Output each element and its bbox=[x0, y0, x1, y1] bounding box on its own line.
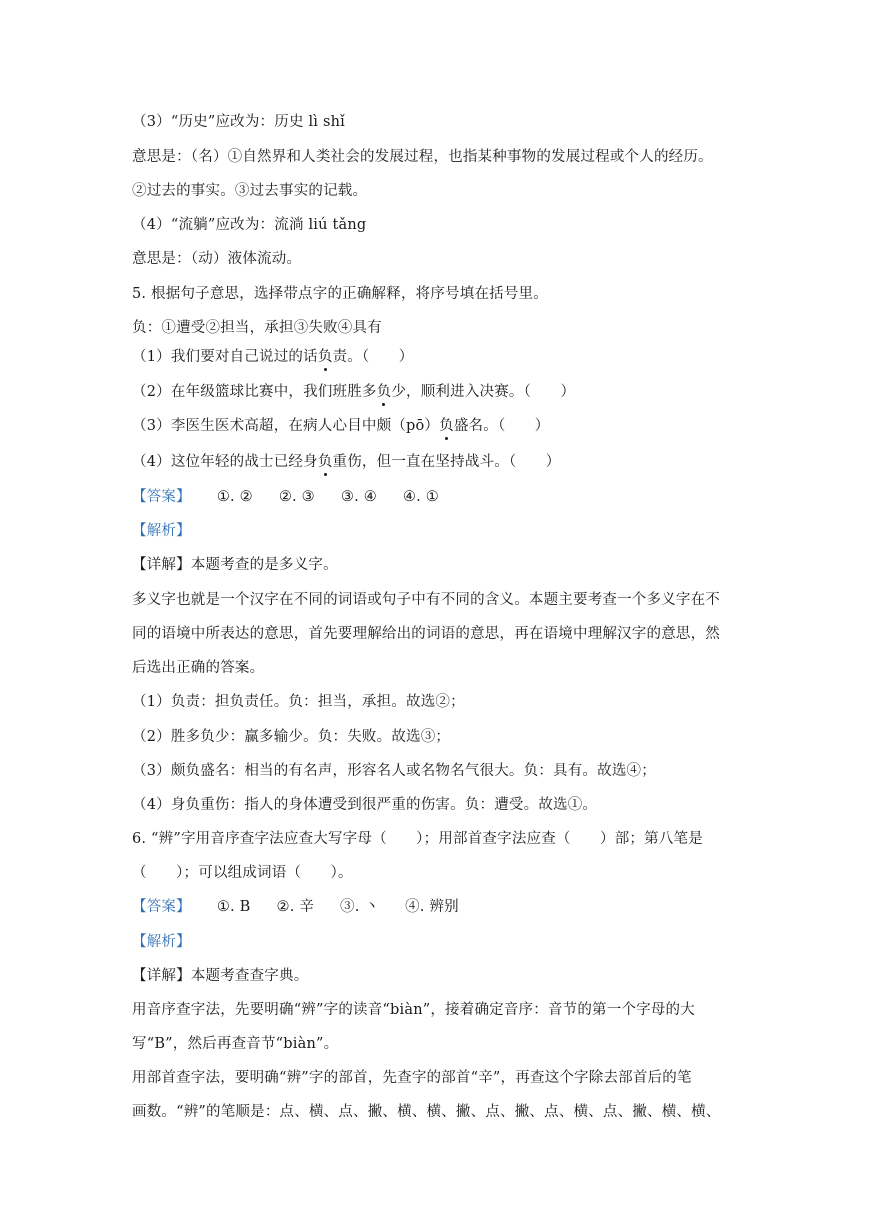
paragraph-line: （2）胜多负少：赢多输少。负：失败。故选③； bbox=[132, 729, 451, 745]
question-5-options: 负：①遭受②担当，承担③失败④具有 bbox=[132, 320, 382, 336]
detail-tag: 【详解】 bbox=[132, 557, 191, 573]
text-line-liutang-meaning: 意思是：（动）液体流动。 bbox=[132, 251, 302, 267]
question-5-analysis-tag: 【解析】 bbox=[132, 523, 191, 539]
paragraph-line: 用部首查字法，要明确“辨”字的部首，先查字的部首“辛”，再查这个字除去部首后的笔 bbox=[132, 1070, 692, 1086]
answer-tag: 【答案】 bbox=[132, 489, 191, 505]
text-line-lishi-meaning: 意思是：（名）①自然界和人类社会的发展过程，也指某种事物的发展过程或个人的经历。 bbox=[132, 149, 713, 165]
paragraph-line: （3）颇负盛名：相当的有名声，形容名人或名物名气很大。负：具有。故选④； bbox=[132, 763, 656, 779]
dotted-char: 负 bbox=[376, 384, 392, 400]
question-6-title: 6. “辨”字用音序查字法应查大写字母（ ）；用部首查字法应查（ ）部；第八笔是 bbox=[132, 831, 703, 847]
paragraph-line: （4）身负重伤：指人的身体遭受到很严重的伤害。负：遭受。故选①。 bbox=[132, 797, 598, 813]
question-6-detail: 【详解】本题考查查字典。 bbox=[132, 968, 309, 984]
dotted-char: 负 bbox=[439, 418, 454, 434]
paragraph-line: 后选出正确的答案。 bbox=[132, 660, 265, 676]
question-5-detail: 【详解】本题考查的是多义字。 bbox=[132, 557, 338, 573]
answer-item: ①. ② bbox=[216, 489, 253, 505]
answer-item: ④. 辨别 bbox=[405, 899, 459, 915]
detail-tag: 【详解】 bbox=[132, 968, 191, 984]
question-5-item-2: （2）在年级篮球比赛中，我们班胜多负少，顺利进入决赛。（ ） bbox=[132, 384, 576, 400]
answer-item: ②. 辛 bbox=[276, 899, 315, 915]
paragraph-line: 用音序查字法，先要明确“辨”字的读音“biàn”，接着确定音序：音节的第一个字母的大 bbox=[132, 1002, 695, 1018]
answer-tag: 【答案】 bbox=[132, 899, 191, 915]
answer-item: ③. ④ bbox=[340, 489, 377, 505]
question-5-answer bbox=[132, 487, 439, 507]
text-line-lishi: （3）“历史”应改为：历史 lì shǐ bbox=[132, 114, 345, 130]
paragraph-line: 写“B”，然后再查音节“biàn”。 bbox=[132, 1036, 339, 1052]
answer-item: ①. B bbox=[216, 899, 251, 915]
dotted-char: 负 bbox=[317, 349, 333, 365]
answer-item: ③. 丶 bbox=[340, 899, 380, 915]
answer-item: ④. ① bbox=[402, 489, 439, 505]
paragraph-line: 多义字也就是一个汉字在不同的词语或句子中有不同的含义。本题主要考查一个多义字在不 bbox=[132, 592, 720, 608]
dotted-char: 负 bbox=[317, 454, 333, 470]
paragraph-line: 画数。“辨”的笔顺是：点、横、点、撇、横、横、撇、点、撇、点、横、点、撇、横、横、 bbox=[132, 1104, 721, 1120]
question-5-item-4: （4）这位年轻的战士已经身负重伤，但一直在坚持战斗。（ ） bbox=[132, 454, 561, 470]
question-5-item-1: （1）我们要对自己说过的话负责。（ ） bbox=[132, 349, 414, 365]
question-5-item-3: （3）李医生医术高超，在病人心目中颇（pō）负盛名。（ ） bbox=[132, 418, 550, 434]
paragraph-line: 同的语境中所表达的意思，首先要理解给出的词语的意思，再在语境中理解汉字的意思，然 bbox=[132, 626, 720, 642]
question-5-title: 5. 根据句子意思，选择带点字的正确解释，将序号填在括号里。 bbox=[132, 286, 548, 302]
paragraph-line: （1）负责：担负责任。负：担当，承担。故选②； bbox=[132, 694, 465, 710]
answer-item: ②. ③ bbox=[278, 489, 315, 505]
question-6-title-cont: （ ）；可以组成词语（ ）。 bbox=[132, 865, 353, 881]
text-line-liutang: （4）“流躺”应改为：流淌 liú tǎng bbox=[132, 217, 367, 233]
question-6-answer bbox=[132, 897, 459, 917]
question-6-analysis-tag: 【解析】 bbox=[132, 934, 191, 950]
text-line-lishi-meaning-cont: ②过去的事实。③过去事实的记载。 bbox=[132, 183, 368, 199]
